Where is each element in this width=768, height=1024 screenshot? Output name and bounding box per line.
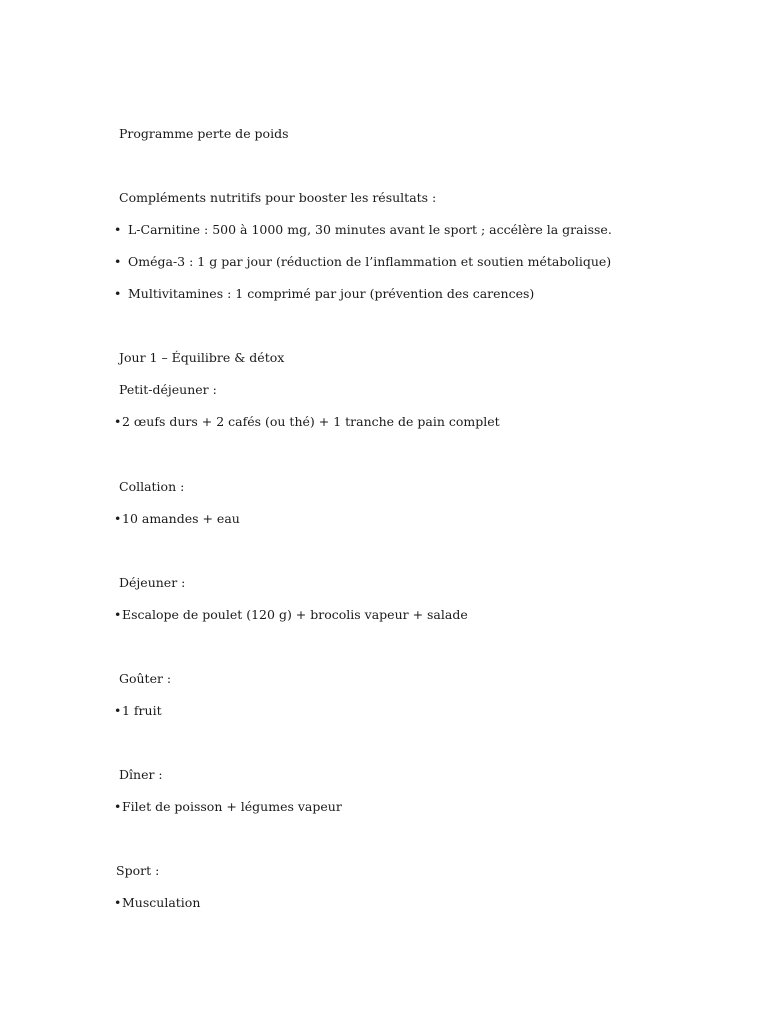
meal-item-afternoon-snack: 1 fruit: [122, 703, 162, 718]
document-title: Programme perte de poids: [119, 126, 289, 141]
sport-label: Sport :: [116, 863, 160, 878]
meal-item-breakfast: 2 œufs durs + 2 cafés (ou thé) + 1 tranche de pain complet: [122, 414, 500, 429]
meal-label-lunch: Déjeuner :: [119, 575, 186, 590]
bullet-icon: •: [114, 607, 122, 622]
meal-label-breakfast: Petit-déjeuner :: [119, 382, 217, 397]
sport-item: Musculation: [122, 895, 201, 910]
supplements-heading: Compléments nutritifs pour booster les résultats :: [119, 190, 437, 205]
bullet-icon: •: [114, 222, 122, 237]
meal-label-afternoon-snack: Goûter :: [119, 671, 172, 686]
meal-item-dinner: Filet de poisson + légumes vapeur: [122, 799, 342, 814]
bullet-icon: •: [114, 895, 122, 910]
meal-item-snack: 10 amandes + eau: [122, 511, 240, 526]
bullet-icon: •: [114, 703, 122, 718]
day1-heading: Jour 1 – Équilibre & détox: [119, 350, 285, 365]
meal-label-snack: Collation :: [119, 479, 185, 494]
supplement-item-multivitamines: Multivitamines : 1 comprimé par jour (prévention des carences): [128, 286, 535, 301]
meal-item-lunch: Escalope de poulet (120 g) + brocolis vapeur + salade: [122, 607, 468, 622]
supplement-item-omega-3: Oméga-3 : 1 g par jour (réduction de l’inflammation et soutien métabolique): [128, 254, 612, 269]
bullet-icon: •: [114, 511, 122, 526]
bullet-icon: •: [114, 799, 122, 814]
bullet-icon: •: [114, 254, 122, 269]
bullet-icon: •: [114, 286, 122, 301]
supplement-item-l-carnitine: L-Carnitine : 500 à 1000 mg, 30 minutes avant le sport ; accélère la graisse.: [128, 222, 612, 237]
meal-label-dinner: Dîner :: [119, 767, 163, 782]
bullet-icon: •: [114, 414, 122, 429]
